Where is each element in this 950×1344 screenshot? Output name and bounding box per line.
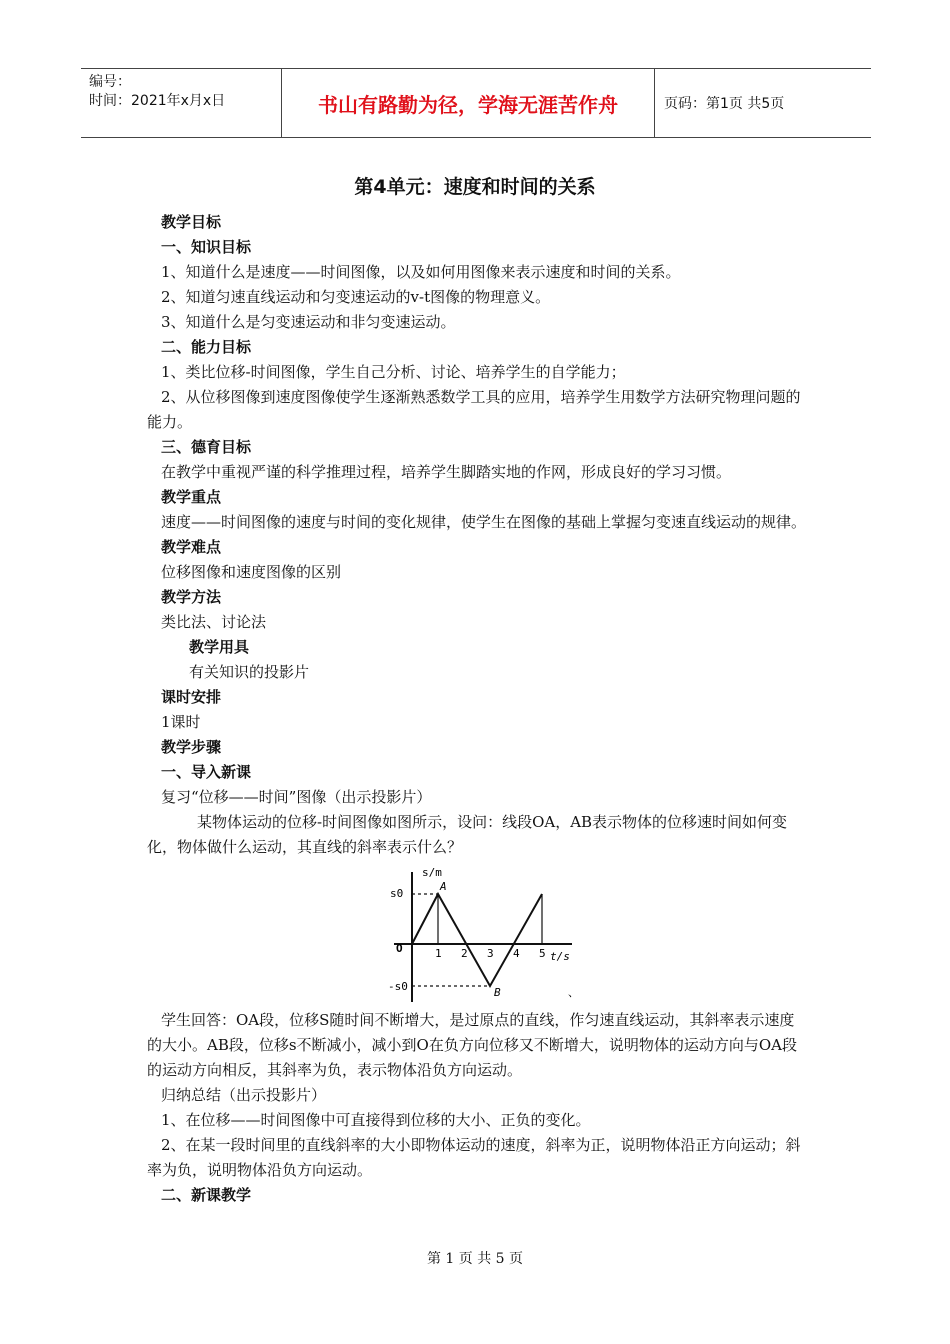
graph-line	[412, 894, 542, 986]
paragraph: 类比法、讨论法	[161, 613, 267, 631]
paragraph: 1、知道什么是速度——时间图像，以及如何用图像来表示速度和时间的关系。	[161, 263, 681, 281]
header-motto: 书山有路勤为径，学海无涯苦作舟	[318, 92, 618, 117]
tick-label: 1	[435, 947, 442, 960]
tick-label: 2	[461, 947, 468, 960]
heading-steps: 教学步骤	[161, 738, 222, 756]
paragraph: 1、类比位移-时间图像，学生自己分析、讨论、培养学生的自学能力；	[161, 363, 626, 381]
heading-knowledge: 一、知识目标	[161, 238, 252, 256]
paragraph: 1、在位移——时间图像中可直接得到位移的大小、正负的变化。	[161, 1111, 591, 1129]
heading-difficulty: 教学难点	[161, 538, 222, 556]
heading-key: 教学重点	[161, 488, 222, 506]
heading-new: 二、新课教学	[161, 1186, 252, 1204]
x-axis-label: t/s	[550, 950, 570, 963]
document-body	[147, 210, 807, 1208]
point-a-label: A	[440, 880, 447, 893]
paragraph: 2、知道匀速直线运动和匀变速运动的v-t图像的物理意义。	[161, 288, 551, 306]
paragraph: 有关知识的投影片	[189, 663, 310, 681]
tick-label: 3	[487, 947, 494, 960]
origin-label: O	[396, 942, 403, 955]
paragraph: 3、知道什么是匀变速运动和非匀变速运动。	[161, 313, 456, 331]
page-footer: 第 1 页 共 5 页	[426, 1251, 524, 1267]
page-title: 第4单元：速度和时间的关系	[354, 176, 596, 198]
paragraph: 位移图像和速度图像的区别	[161, 563, 342, 581]
heading-schedule: 课时安排	[161, 688, 222, 706]
heading-moral: 三、德育目标	[161, 438, 252, 456]
paragraph: 2、在某一段时间里的直线斜率的大小即物体运动的速度，斜率为正，说明物体沿正方向运动；斜率为负，说明物体沿负方向运动。	[147, 1136, 801, 1179]
header-page-info: 页码：第1页 共5页	[664, 96, 785, 112]
number-label: 编号：	[89, 74, 131, 90]
time-label: 时间：2021年x月x日	[89, 93, 226, 109]
header-meta	[89, 73, 279, 111]
y-axis-label: s/m	[422, 866, 442, 879]
heading-objectives: 教学目标	[161, 213, 222, 231]
header-divider	[654, 69, 655, 137]
paragraph: 在教学中重视严谨的科学推理过程，培养学生脚踏实地的作网，形成良好的学习习惯。	[161, 463, 732, 481]
point-b-label: B	[494, 986, 501, 999]
heading-ability: 二、能力目标	[161, 338, 252, 356]
paragraph: 1课时	[161, 713, 201, 731]
paragraph: 速度——时间图像的速度与时间的变化规律，使学生在图像的基础上掌握匀变速直线运动的规律。	[161, 513, 807, 531]
heading-tools: 教学用具	[189, 638, 250, 656]
heading-method: 教学方法	[161, 588, 222, 606]
displacement-time-graph	[382, 864, 582, 1004]
s0-label: s0	[390, 887, 404, 900]
paragraph: 某物体运动的位移-时间图像如图所示，设问：线段OA，AB表示物体的位移速时间如何变化，物体做什么运动，其直线的斜率表示什么？	[147, 813, 788, 856]
paragraph: 复习“位移——时间”图像（出示投影片）	[161, 788, 432, 806]
tick-label: 5	[539, 947, 546, 960]
paragraph: 归纳总结（出示投影片）	[161, 1086, 327, 1104]
paragraph: 2、从位移图像到速度图像使学生逐渐熟悉数学工具的应用，培养学生用数学方法研究物理问题的能力。	[147, 388, 801, 431]
neg-s0-label: -s0	[388, 980, 408, 993]
paragraph: 学生回答：OA段，位移S随时间不断增大，是过原点的直线，作匀速直线运动，其斜率表示速度的大小。AB段，位移s不断减小，减小到O在负方向位移又不断增大，说明物体的运动方向与OA段的运动方向相反，其斜率为负，表示物体沿负方向运动。	[147, 1011, 797, 1079]
document-header	[81, 68, 871, 138]
heading-intro: 一、导入新课	[161, 763, 252, 781]
comma-mark: 、	[568, 986, 579, 999]
tick-label: 4	[513, 947, 520, 960]
